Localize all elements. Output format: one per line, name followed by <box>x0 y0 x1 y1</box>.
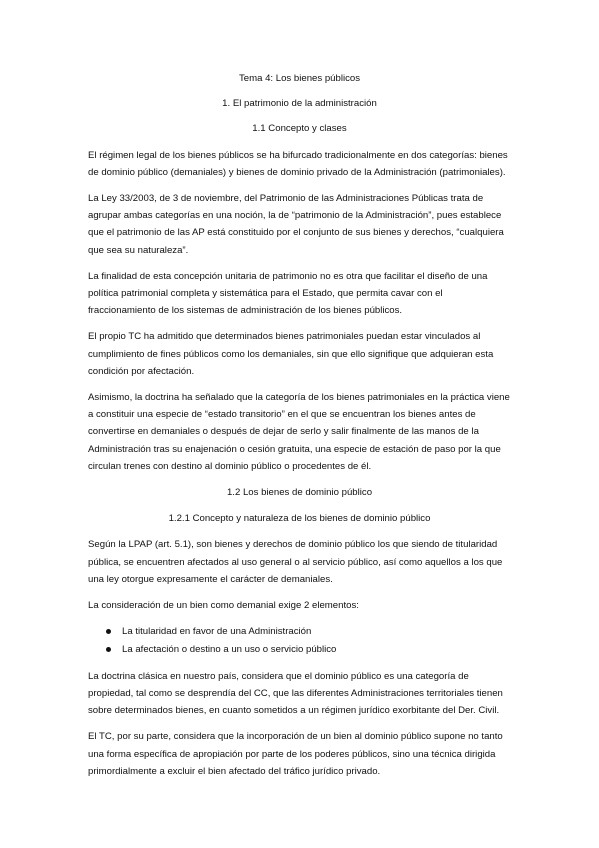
paragraph: La finalidad de esta concepción unitaria de patrimonio no es otra que facilitar el diseño de una política patrimonial completa y sistemática para el Estado, que permita cavar con el fraccionamiento de los sistemas de administración de los bienes públicos. <box>88 270 488 317</box>
paragraph: Asimismo, la doctrina ha señalado que la categoría de los bienes patrimoniales en la práctica viene a constituir una especie de “estado transitorio” en el que se encuentran los bienes antes de convertirse en demaniales o después de dejar de serlo y salir finalmente de las manos de la Administración tras su enajenación o cesión gratuita, una especie de estación de paso por la que circulan trenes con destino al dominio público o procedentes de él. <box>88 392 510 472</box>
section-heading-1-2: 1.2 Los bienes de dominio público <box>226 487 373 499</box>
paragraph: El TC, por su parte, considera que la incorporación de un bien al dominio público supone no tanto una forma específica de apropiación por parte de los poderes públicos, sino una técnica dirigida primordialmente a excluir el bien afectado del tráfico jurídico privado. <box>88 731 503 777</box>
list-item <box>106 623 511 640</box>
list-item-text: La titularidad en favor de una Administración <box>122 626 312 638</box>
paragraph: La consideración de un bien como demanial exige 2 elementos: <box>88 600 359 612</box>
list-item-text: La afectación o destino a un uso o servicio público <box>122 644 337 656</box>
section-heading-1-1: 1.1 Concepto y clases <box>252 123 347 135</box>
paragraph: Según la LPAP (art. 5.1), son bienes y derechos de dominio público los que siendo de titularidad pública, se encuentren afectados al uso general o al servicio público, así como aquellos a los que una ley otorgue expresamente el carácter de demaniales. <box>88 539 503 585</box>
bullet-icon <box>106 647 111 652</box>
bullet-icon <box>106 629 111 634</box>
section-heading-1-2-1: 1.2.1 Concepto y naturaleza de los bienes de dominio público <box>168 513 431 525</box>
bullet-list <box>88 623 511 658</box>
paragraph: El propio TC ha admitido que determinados bienes patrimoniales puedan estar vinculados al cumplimiento de fines públicos como los demaniales, sin que ello signifique que adquieran esta condición por afectación. <box>88 331 494 377</box>
section-heading-1: 1. El patrimonio de la administración <box>222 98 377 110</box>
list-item <box>106 641 511 658</box>
paragraph: La doctrina clásica en nuestro país, considera que el dominio público es una categoría de propiedad, tal como se desprendía del CC, que las diferentes Administraciones territoriales tienen sobre determinados bienes, en cuanto sometidos a un régimen jurídico exorbitante del Der. Civil. <box>88 670 503 717</box>
paragraph: El régimen legal de los bienes públicos se ha bifurcado tradicionalmente en dos categorías: bienes de dominio público (demaniales) y bienes de dominio privado de la Administración (patrimoniales). <box>88 149 508 178</box>
paragraph: La Ley 33/2003, de 3 de noviembre, del Patrimonio de las Administraciones Públicas trata de agrupar ambas categorías en una noción, la de “patrimonio de la Administración”, pues establece que el patrimonio de las AP está constituido por el conjunto de sus bienes y derechos, “cualquiera que sea su naturaleza”. <box>88 193 504 256</box>
document-title: Tema 4: Los bienes públicos <box>238 73 361 84</box>
